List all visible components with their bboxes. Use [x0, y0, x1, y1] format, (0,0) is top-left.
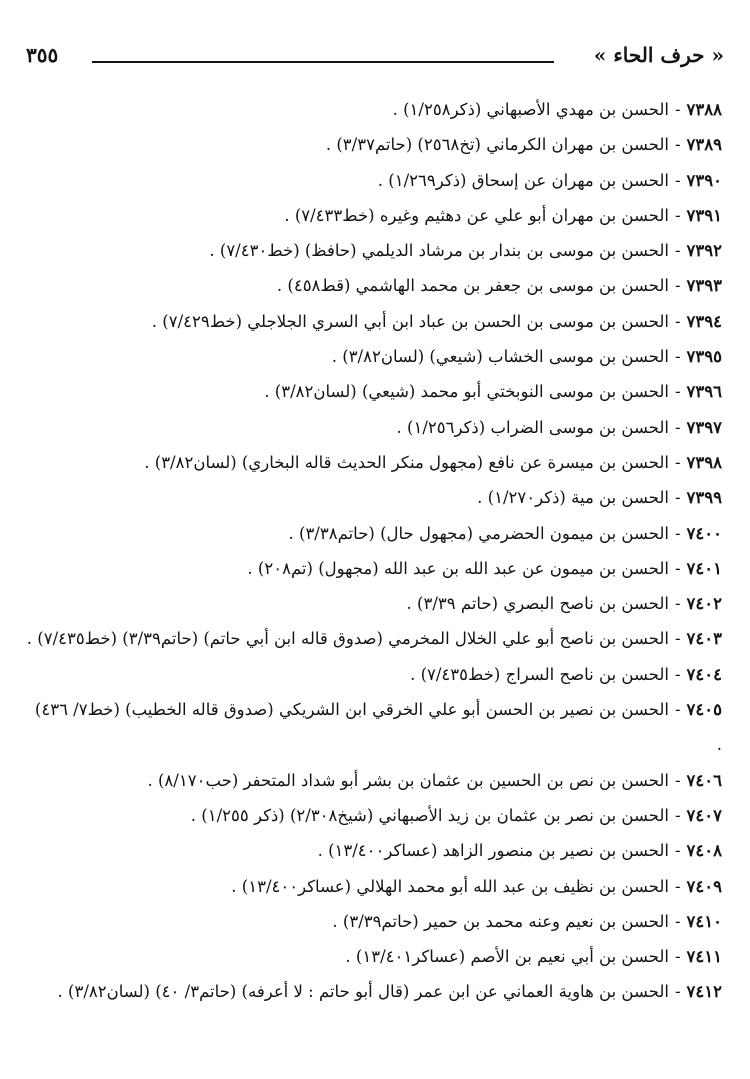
chapter-title: « حرف الحاء »	[593, 43, 724, 67]
entry-text: الحسن بن مهران أبو علي عن دهثيم وغيره (خط٧/٤٣٣) .	[284, 205, 669, 225]
entry-number: ٧٣٩٣	[686, 276, 722, 296]
page-number: ٣٥٥	[26, 43, 59, 67]
entry-dash: -	[674, 276, 681, 296]
list-item	[26, 939, 722, 974]
list-item	[26, 198, 722, 233]
entry-number: ٧٤١١	[686, 947, 722, 967]
entry-dash: -	[674, 241, 681, 261]
entry-text: الحسن بن موسى بن بندار بن مرشاد الديلمي (حافظ) (خط٧/٤٣٠) .	[209, 241, 669, 261]
entry-text: الحسن بن موسى بن جعفر بن محمد الهاشمي (قط٤٥٨) .	[276, 276, 669, 296]
entry-text: الحسن بن ميمون عن عبد الله بن عبد الله (مجهول) (تم٢٠٨) .	[247, 558, 669, 578]
entry-text: الحسن بن مهران عن إسحاق (ذكر١/٢٦٩) .	[377, 170, 669, 190]
entry-text: الحسن بن نعيم وعنه محمد بن حمير (حاتم٣/٣٩) .	[332, 911, 669, 931]
entry-number: ٧٤٠٨	[686, 841, 722, 861]
entry-text: الحسن بن مهدي الأصبهاني (ذكر١/٢٥٨) .	[392, 100, 669, 119]
list-item	[26, 692, 722, 763]
entry-text: الحسن بن هاوية العماني عن ابن عمر (قال أبو حاتم : لا أعرفه) (حاتم٣/ ٤٠) (لسان٣/٨٢) .	[57, 982, 669, 1002]
entry-dash: -	[674, 382, 681, 402]
list-item	[26, 480, 722, 515]
entry-text: الحسن بن نصر بن عثمان بن زيد الأصبهاني (شيخ٢/٣٠٨) (ذكر ١/٢٥٥) .	[190, 805, 669, 825]
entry-dash: -	[674, 417, 681, 437]
entry-dash: -	[674, 876, 681, 896]
entry-number: ٧٤٠٩	[686, 876, 722, 896]
entry-dash: -	[674, 805, 681, 825]
entry-text: الحسن بن ناصح البصري (حاتم ٣/٣٩) .	[406, 594, 669, 614]
entry-text: الحسن بن موسى الخشاب (شيعي) (لسان٣/٨٢) .	[331, 347, 669, 367]
list-item	[26, 374, 722, 409]
list-item	[26, 621, 722, 656]
list-item	[26, 516, 722, 551]
entry-number: ٧٤٠٧	[686, 805, 722, 825]
entry-dash: -	[674, 135, 681, 155]
entry-number: ٧٣٩٨	[686, 452, 722, 472]
entry-text: الحسن بن نظيف بن عبد الله أبو محمد الهلالي (عساكر١٣/٤٠٠) .	[231, 876, 669, 896]
entry-number: ٧٤٠٣	[686, 629, 722, 649]
list-item	[26, 974, 722, 1009]
entry-text: الحسن بن نصير بن الحسن أبو علي الخرقي ابن الشريكي (صدوق قاله الخطيب) (خط٧/ ٤٣٦) .	[34, 700, 722, 755]
entry-text: الحسن بن ناصح أبو علي الخلال المخرمي (صدوق قاله ابن أبي حاتم) (حاتم٣/٣٩) (خط٧/٤٣٥) .	[26, 629, 669, 649]
entry-text: الحسن بن ناصح السراج (خط٧/٤٣٥) .	[410, 664, 669, 684]
entry-dash: -	[674, 100, 681, 119]
entry-dash: -	[674, 911, 681, 931]
list-item	[26, 833, 722, 868]
entry-number: ٧٣٨٩	[686, 135, 722, 155]
entry-dash: -	[674, 170, 681, 190]
list-item	[26, 127, 722, 162]
list-item	[26, 904, 722, 939]
entry-dash: -	[674, 452, 681, 472]
entry-text: الحسن بن مهران الكرماني (تخ٢٥٦٨) (حاتم٣/٣٧) .	[325, 135, 669, 155]
entry-text: الحسن بن نص بن الحسين بن عثمان بن بشر أبو شداد المتحفر (حب٨/١٧٠) .	[147, 770, 669, 790]
entry-dash: -	[674, 488, 681, 508]
entry-number: ٧٤٠٦	[686, 770, 722, 790]
entry-dash: -	[674, 841, 681, 861]
entry-number: ٧٤٠٢	[686, 594, 722, 614]
entry-number: ٧٤١٢	[686, 982, 722, 1002]
header-rule	[92, 61, 554, 63]
entry-dash: -	[674, 664, 681, 684]
entry-number: ٧٣٨٨	[686, 100, 722, 119]
entry-number: ٧٣٩١	[686, 205, 722, 225]
list-item	[26, 869, 722, 904]
entry-dash: -	[674, 770, 681, 790]
entry-number: ٧٣٩٧	[686, 417, 722, 437]
entry-dash: -	[674, 594, 681, 614]
page-header	[26, 40, 724, 70]
list-item	[26, 233, 722, 268]
entry-dash: -	[674, 700, 681, 720]
entry-number: ٧٣٩٤	[686, 311, 722, 331]
list-item	[26, 763, 722, 798]
entry-number: ٧٣٩٥	[686, 347, 722, 367]
entry-list	[26, 92, 722, 1010]
entry-dash: -	[674, 205, 681, 225]
entry-number: ٧٣٩٩	[686, 488, 722, 508]
list-item	[26, 445, 722, 480]
entry-dash: -	[674, 947, 681, 967]
list-item	[26, 268, 722, 303]
list-item	[26, 339, 722, 374]
entry-number: ٧٣٩٠	[686, 170, 722, 190]
entry-text: الحسن بن موسى الضراب (ذكر١/٢٥٦) .	[396, 417, 669, 437]
entry-text: الحسن بن موسى النوبختي أبو محمد (شيعي) (لسان٣/٨٢) .	[264, 382, 669, 402]
list-item	[26, 586, 722, 621]
entry-text: الحسن بن أبي نعيم بن الأصم (عساكر١٣/٤٠١) .	[345, 947, 669, 967]
entry-number: ٧٤١٠	[686, 911, 722, 931]
entry-dash: -	[674, 629, 681, 649]
list-item	[26, 657, 722, 692]
entry-text: الحسن بن نصير بن منصور الزاهد (عساكر١٣/٤٠٠) .	[317, 841, 669, 861]
entry-number: ٧٤٠١	[686, 558, 722, 578]
list-item	[26, 304, 722, 339]
list-item	[26, 92, 722, 127]
entry-dash: -	[674, 523, 681, 543]
entry-text: الحسن بن موسى بن الحسن بن عباد ابن أبي السري الجلاجلي (خط٧/٤٢٩) .	[151, 311, 669, 331]
entry-number: ٧٤٠٥	[686, 700, 722, 720]
entry-number: ٧٣٩٢	[686, 241, 722, 261]
entry-dash: -	[674, 982, 681, 1002]
entry-text: الحسن بن ميمون الحضرمي (مجهول حال) (حاتم٣/٣٨) .	[288, 523, 669, 543]
list-item	[26, 798, 722, 833]
entry-number: ٧٤٠٤	[686, 664, 722, 684]
entry-dash: -	[674, 558, 681, 578]
list-item	[26, 163, 722, 198]
entry-text: الحسن بن ميسرة عن نافع (مجهول منكر الحديث قاله البخاري) (لسان٣/٨٢) .	[144, 452, 669, 472]
list-item	[26, 410, 722, 445]
entry-text: الحسن بن مية (ذكر١/٢٧٠) .	[477, 488, 669, 508]
list-item	[26, 551, 722, 586]
entry-dash: -	[674, 311, 681, 331]
entry-number: ٧٤٠٠	[686, 523, 722, 543]
entry-dash: -	[674, 347, 681, 367]
entry-number: ٧٣٩٦	[686, 382, 722, 402]
